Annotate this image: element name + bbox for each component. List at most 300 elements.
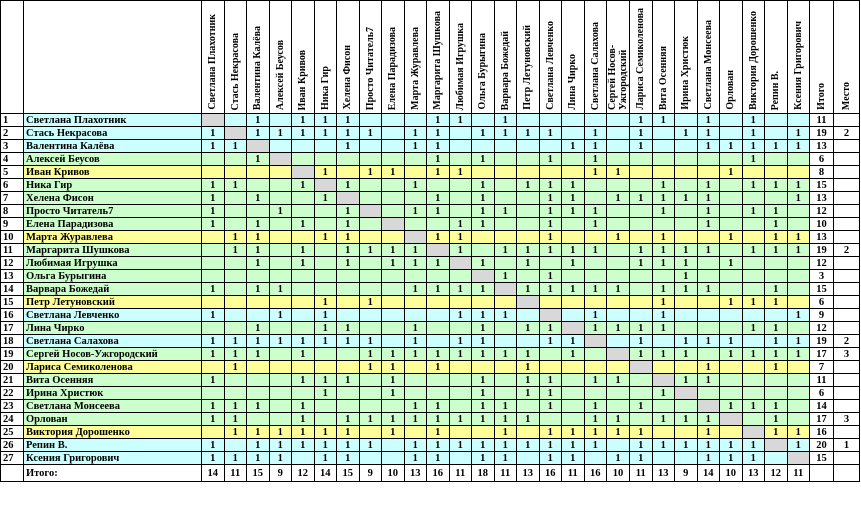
vote-cell (787, 166, 810, 179)
vote-cell: 1 (697, 452, 720, 465)
place-header-label: Место (841, 81, 852, 110)
vote-cell: 1 (404, 127, 427, 140)
vote-cell (359, 400, 382, 413)
row-number: 13 (1, 270, 24, 283)
vote-cell: 1 (224, 179, 247, 192)
vote-cell (247, 374, 270, 387)
vote-cell (584, 257, 607, 270)
vote-cell (269, 153, 292, 166)
vote-cell (427, 387, 450, 400)
row-place (834, 205, 860, 218)
vote-cell (247, 140, 270, 153)
vote-cell: 1 (584, 400, 607, 413)
vote-cell (697, 270, 720, 283)
column-header (742, 1, 765, 114)
vote-cell (292, 283, 315, 296)
vote-cell: 1 (292, 413, 315, 426)
vote-cell (607, 179, 630, 192)
vote-cell (697, 387, 720, 400)
vote-cell (292, 153, 315, 166)
column-header (675, 1, 698, 114)
vote-cell: 1 (224, 400, 247, 413)
vote-cell (787, 218, 810, 231)
vote-cell: 1 (382, 426, 405, 439)
vote-cell (404, 114, 427, 127)
column-header-label: Вита Осенняя (657, 45, 669, 110)
vote-cell: 1 (607, 322, 630, 335)
vote-cell (269, 361, 292, 374)
vote-cell (742, 335, 765, 348)
column-header-label: Валентина Калёва (252, 25, 264, 110)
vote-cell (472, 231, 495, 244)
row-number: 8 (1, 205, 24, 218)
vote-cell: 1 (472, 309, 495, 322)
row-total: 14 (810, 400, 834, 413)
vote-cell (720, 283, 743, 296)
vote-cell: 1 (697, 413, 720, 426)
vote-cell (382, 140, 405, 153)
vote-cell: 1 (314, 296, 337, 309)
vote-cell: 1 (427, 439, 450, 452)
vote-cell (292, 361, 315, 374)
vote-cell (765, 309, 788, 322)
vote-cell: 1 (562, 426, 585, 439)
vote-cell: 1 (202, 192, 225, 205)
vote-cell (517, 218, 540, 231)
vote-cell: 1 (337, 114, 360, 127)
vote-cell (247, 387, 270, 400)
vote-cell: 1 (202, 335, 225, 348)
vote-cell: 1 (337, 231, 360, 244)
row-total: 15 (810, 179, 834, 192)
vote-cell (224, 374, 247, 387)
vote-cell: 1 (742, 296, 765, 309)
vote-cell (630, 218, 653, 231)
row-number: 21 (1, 374, 24, 387)
vote-cell (607, 439, 630, 452)
row-number: 23 (1, 400, 24, 413)
vote-cell: 1 (202, 205, 225, 218)
vote-cell (449, 322, 472, 335)
row-total: 11 (810, 374, 834, 387)
vote-cell: 1 (697, 283, 720, 296)
vote-cell: 1 (404, 322, 427, 335)
vote-cell (382, 322, 405, 335)
column-header (224, 1, 247, 114)
vote-cell (697, 166, 720, 179)
vote-cell: 1 (652, 348, 675, 361)
vote-cell: 1 (562, 179, 585, 192)
vote-cell: 1 (224, 335, 247, 348)
row-total: 9 (810, 309, 834, 322)
vote-cell (269, 322, 292, 335)
vote-cell: 1 (337, 244, 360, 257)
vote-cell (382, 270, 405, 283)
vote-cell (337, 348, 360, 361)
table-row (1, 218, 860, 231)
vote-cell: 1 (337, 127, 360, 140)
vote-cell (427, 179, 450, 192)
vote-cell: 1 (584, 153, 607, 166)
vote-cell (697, 231, 720, 244)
vote-cell (720, 270, 743, 283)
vote-cell: 1 (472, 439, 495, 452)
vote-cell: 1 (247, 283, 270, 296)
total-header-label: Итого (816, 83, 827, 110)
row-place (834, 166, 860, 179)
vote-cell: 1 (765, 283, 788, 296)
vote-cell (607, 153, 630, 166)
column-header-label: Просто Читатель7 (364, 26, 376, 110)
vote-cell (292, 140, 315, 153)
row-number: 10 (1, 231, 24, 244)
vote-cell (427, 296, 450, 309)
vote-cell: 1 (427, 348, 450, 361)
vote-cell: 1 (449, 231, 472, 244)
vote-cell: 1 (630, 322, 653, 335)
vote-cell (562, 322, 585, 335)
column-header-label: Виктория Дорошенко (747, 11, 759, 110)
vote-cell: 1 (427, 166, 450, 179)
vote-cell (472, 296, 495, 309)
vote-cell: 1 (247, 231, 270, 244)
vote-cell: 1 (675, 192, 698, 205)
vote-cell: 1 (630, 192, 653, 205)
vote-cell (202, 257, 225, 270)
vote-cell: 1 (472, 400, 495, 413)
vote-cell (630, 374, 653, 387)
vote-cell (630, 179, 653, 192)
vote-cell: 1 (562, 335, 585, 348)
vote-cell (202, 270, 225, 283)
column-total: 9 (359, 465, 382, 482)
participant-name: Ольга Бурыгина (24, 270, 202, 283)
row-place (834, 296, 860, 309)
vote-cell (607, 140, 630, 153)
vote-cell (765, 257, 788, 270)
vote-cell: 1 (472, 452, 495, 465)
vote-cell: 1 (202, 348, 225, 361)
vote-cell: 1 (224, 413, 247, 426)
vote-cell: 1 (697, 374, 720, 387)
vote-cell: 1 (630, 244, 653, 257)
vote-cell: 1 (427, 140, 450, 153)
total-header (810, 1, 834, 114)
vote-cell (292, 205, 315, 218)
vote-cell (562, 400, 585, 413)
vote-cell (269, 166, 292, 179)
vote-cell: 1 (562, 205, 585, 218)
vote-cell (584, 179, 607, 192)
vote-cell (720, 361, 743, 374)
vote-cell: 1 (787, 244, 810, 257)
vote-cell (269, 192, 292, 205)
row-place (834, 400, 860, 413)
place-header (834, 1, 860, 114)
vote-cell (292, 296, 315, 309)
column-header-label: Елена Парадизова (387, 26, 399, 110)
vote-cell (382, 335, 405, 348)
vote-cell (224, 114, 247, 127)
table-row (1, 270, 860, 283)
vote-cell (269, 257, 292, 270)
vote-cell (539, 361, 562, 374)
vote-cell (630, 270, 653, 283)
table-row (1, 335, 860, 348)
vote-cell (652, 218, 675, 231)
vote-cell: 1 (314, 127, 337, 140)
vote-cell: 1 (449, 439, 472, 452)
vote-cell: 1 (247, 322, 270, 335)
vote-cell (517, 400, 540, 413)
vote-cell (765, 387, 788, 400)
vote-cell (472, 140, 495, 153)
vote-cell (292, 192, 315, 205)
vote-cell (584, 114, 607, 127)
vote-cell (359, 231, 382, 244)
vote-cell: 1 (539, 322, 562, 335)
vote-cell (382, 192, 405, 205)
vote-cell (652, 140, 675, 153)
vote-cell: 1 (517, 244, 540, 257)
vote-cell (472, 270, 495, 283)
vote-cell (314, 270, 337, 283)
column-total: 18 (472, 465, 495, 482)
vote-cell (517, 296, 540, 309)
vote-cell (539, 296, 562, 309)
vote-cell: 1 (539, 400, 562, 413)
vote-cell (427, 218, 450, 231)
vote-cell (539, 140, 562, 153)
vote-cell: 1 (630, 439, 653, 452)
vote-cell (562, 413, 585, 426)
vote-cell (472, 114, 495, 127)
column-header-label: Светлана Левченко (544, 21, 556, 110)
vote-cell (765, 452, 788, 465)
column-total: 12 (292, 465, 315, 482)
vote-cell (202, 153, 225, 166)
vote-cell (314, 244, 337, 257)
vote-cell: 1 (247, 127, 270, 140)
row-number: 19 (1, 348, 24, 361)
vote-cell (675, 296, 698, 309)
column-header (382, 1, 405, 114)
vote-cell: 1 (337, 322, 360, 335)
vote-cell (584, 387, 607, 400)
vote-cell: 1 (382, 387, 405, 400)
vote-cell: 1 (765, 140, 788, 153)
vote-cell (675, 153, 698, 166)
vote-cell (584, 270, 607, 283)
vote-cell: 1 (652, 192, 675, 205)
row-total: 6 (810, 387, 834, 400)
table-row (1, 322, 860, 335)
vote-cell: 1 (292, 244, 315, 257)
vote-cell: 1 (562, 257, 585, 270)
vote-cell (269, 179, 292, 192)
column-header (472, 1, 495, 114)
vote-cell: 1 (607, 452, 630, 465)
vote-cell (742, 218, 765, 231)
totals-row (1, 465, 860, 482)
vote-cell (517, 166, 540, 179)
column-header (765, 1, 788, 114)
vote-cell: 1 (472, 335, 495, 348)
vote-cell: 1 (224, 231, 247, 244)
vote-cell (359, 322, 382, 335)
vote-cell: 1 (404, 257, 427, 270)
row-place (834, 114, 860, 127)
participant-name: Вита Осенняя (24, 374, 202, 387)
vote-cell: 1 (337, 205, 360, 218)
participant-name: Репин В. (24, 439, 202, 452)
vote-cell: 1 (584, 322, 607, 335)
vote-cell: 1 (787, 179, 810, 192)
participant-name: Варвара Божедай (24, 283, 202, 296)
vote-cell (494, 283, 517, 296)
vote-cell (202, 296, 225, 309)
vote-cell: 1 (652, 114, 675, 127)
vote-cell: 1 (382, 257, 405, 270)
vote-cell (630, 231, 653, 244)
row-number: 6 (1, 179, 24, 192)
vote-cell: 1 (539, 179, 562, 192)
vote-cell (337, 400, 360, 413)
vote-cell: 1 (765, 348, 788, 361)
footer-total-blank (810, 465, 834, 482)
table-row (1, 257, 860, 270)
vote-cell: 1 (292, 335, 315, 348)
vote-cell (675, 231, 698, 244)
vote-cell (202, 114, 225, 127)
vote-cell (630, 413, 653, 426)
vote-cell: 1 (765, 244, 788, 257)
column-header (494, 1, 517, 114)
vote-cell (765, 192, 788, 205)
vote-cell (517, 270, 540, 283)
vote-cell (247, 309, 270, 322)
table-row (1, 426, 860, 439)
vote-cell: 1 (314, 166, 337, 179)
column-header-label: Ольга Бурыгина (477, 33, 489, 110)
column-header (359, 1, 382, 114)
vote-cell: 1 (697, 439, 720, 452)
vote-cell (517, 114, 540, 127)
vote-cell (449, 374, 472, 387)
vote-cell (449, 140, 472, 153)
vote-cell: 1 (247, 439, 270, 452)
vote-cell: 1 (697, 179, 720, 192)
vote-cell (269, 114, 292, 127)
vote-cell: 1 (675, 374, 698, 387)
column-header (630, 1, 653, 114)
vote-cell: 1 (292, 257, 315, 270)
column-total: 12 (765, 465, 788, 482)
vote-cell: 1 (517, 127, 540, 140)
vote-cell: 1 (269, 335, 292, 348)
vote-cell (382, 205, 405, 218)
vote-cell: 1 (697, 244, 720, 257)
vote-cell: 1 (517, 348, 540, 361)
row-place (834, 192, 860, 205)
table-row (1, 439, 860, 452)
vote-cell: 1 (337, 374, 360, 387)
vote-cell (494, 296, 517, 309)
vote-cell: 1 (404, 283, 427, 296)
vote-cell: 1 (517, 179, 540, 192)
row-total: 8 (810, 166, 834, 179)
vote-cell: 1 (765, 179, 788, 192)
footer-blank (1, 465, 24, 482)
column-total: 14 (314, 465, 337, 482)
vote-cell (630, 153, 653, 166)
vote-cell: 1 (539, 218, 562, 231)
vote-cell (472, 166, 495, 179)
vote-cell: 1 (630, 335, 653, 348)
column-header-label: Стась Некрасова (229, 32, 241, 110)
vote-cell (472, 426, 495, 439)
vote-cell: 1 (449, 114, 472, 127)
vote-cell (427, 270, 450, 283)
vote-cell (404, 374, 427, 387)
vote-cell: 1 (314, 114, 337, 127)
vote-cell (359, 283, 382, 296)
vote-cell (720, 426, 743, 439)
vote-cell (269, 348, 292, 361)
vote-cell (742, 257, 765, 270)
vote-cell: 1 (494, 439, 517, 452)
vote-cell: 1 (359, 439, 382, 452)
vote-cell: 1 (697, 361, 720, 374)
vote-cell: 1 (675, 439, 698, 452)
vote-cell: 1 (539, 153, 562, 166)
vote-cell: 1 (337, 426, 360, 439)
vote-cell (742, 374, 765, 387)
vote-cell: 1 (494, 348, 517, 361)
vote-cell: 1 (652, 439, 675, 452)
vote-cell: 1 (742, 140, 765, 153)
vote-cell (675, 426, 698, 439)
table-row (1, 296, 860, 309)
vote-cell (359, 140, 382, 153)
vote-cell: 1 (472, 348, 495, 361)
vote-cell (562, 153, 585, 166)
vote-cell (562, 387, 585, 400)
vote-cell: 1 (539, 231, 562, 244)
vote-cell: 1 (720, 166, 743, 179)
vote-cell (269, 400, 292, 413)
vote-cell: 1 (359, 348, 382, 361)
vote-cell (224, 166, 247, 179)
vote-cell: 1 (765, 426, 788, 439)
vote-cell (697, 322, 720, 335)
vote-cell: 1 (427, 283, 450, 296)
vote-cell: 1 (337, 452, 360, 465)
column-total: 11 (494, 465, 517, 482)
vote-cell (539, 114, 562, 127)
column-header-label: Ника Гир (319, 66, 331, 110)
table-row (1, 413, 860, 426)
vote-cell (697, 257, 720, 270)
vote-cell (607, 361, 630, 374)
vote-cell (720, 205, 743, 218)
table-row (1, 374, 860, 387)
vote-cell (787, 153, 810, 166)
vote-cell: 1 (314, 309, 337, 322)
column-total: 14 (697, 465, 720, 482)
vote-cell: 1 (630, 348, 653, 361)
vote-cell (494, 140, 517, 153)
